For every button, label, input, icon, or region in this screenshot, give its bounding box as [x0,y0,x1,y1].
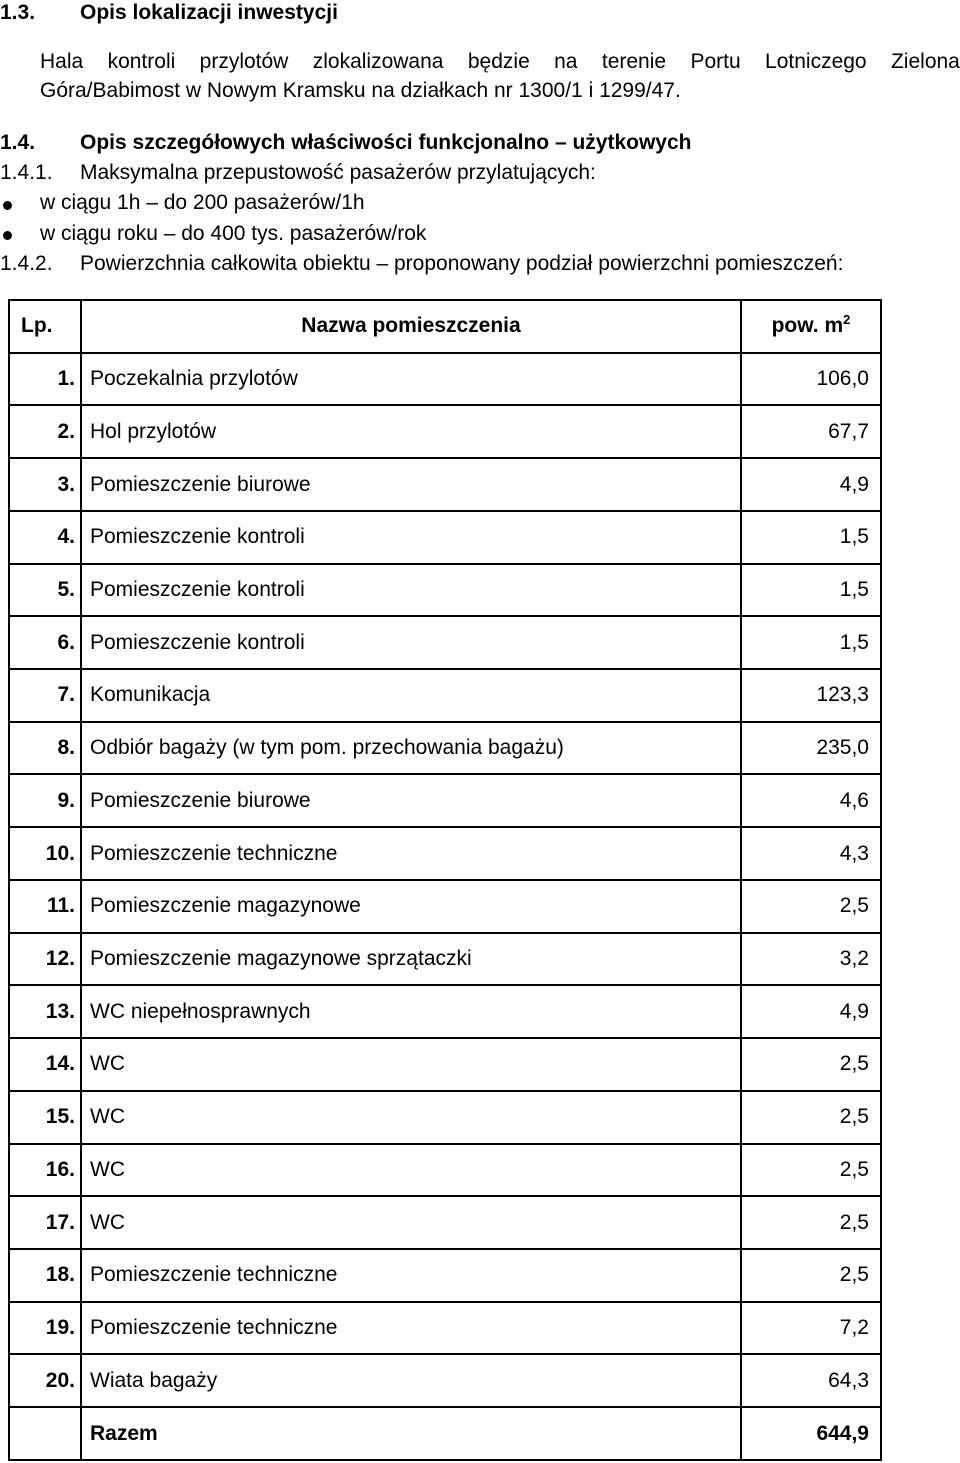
row-name: Hol przylotów [81,405,741,458]
table-row [9,1144,881,1197]
row-area: 2,5 [741,1196,881,1249]
subsection-number: 1.4.1. [0,161,53,184]
table-total-row [9,1407,881,1460]
section-1-3-heading [0,0,35,26]
paragraph-word: kontroli [107,50,176,73]
bullet-item: w ciągu roku – do 400 tys. pasażerów/rok [40,222,427,245]
table-row [9,405,881,458]
row-lp: 9. [9,774,81,827]
row-lp: 11. [9,880,81,933]
table-row [9,616,881,669]
table-row [9,458,881,511]
bullet-icon [3,201,12,210]
table-row [9,985,881,1038]
row-name: WC [81,1144,741,1197]
paragraph-line-2: Góra/Babimost w Nowym Kramsku na działkach nr 1300/1 i 1299/47. [40,79,681,102]
table-row [9,774,881,827]
paragraph-word: zlokalizowana [312,50,444,73]
table-row [9,1196,881,1249]
table-row [9,1302,881,1355]
table-row [9,722,881,775]
row-lp: 1. [9,353,81,406]
row-lp: 17. [9,1196,81,1249]
total-label: Razem [81,1407,741,1460]
row-area: 235,0 [741,722,881,775]
row-lp: 16. [9,1144,81,1197]
row-name: Pomieszczenie biurowe [81,774,741,827]
total-area: 644,9 [741,1407,881,1460]
table-row [9,933,881,986]
row-area: 106,0 [741,353,881,406]
row-name: Odbiór bagaży (w tym pom. przechowania bagażu) [81,722,741,775]
row-name: Pomieszczenie magazynowe sprzątaczki [81,933,741,986]
row-area: 64,3 [741,1354,881,1407]
paragraph-word: terenie [601,50,667,73]
table-row [9,1249,881,1302]
table-row [9,1354,881,1407]
table-row [9,1038,881,1091]
row-area: 67,7 [741,405,881,458]
paragraph-line-1 [40,49,960,75]
paragraph-word: Portu [690,50,741,73]
paragraph-word: Zielona [890,50,960,73]
row-lp: 14. [9,1038,81,1091]
row-area: 1,5 [741,511,881,564]
row-name: Wiata bagaży [81,1354,741,1407]
paragraph-word: Lotniczego [765,50,867,73]
table-row [9,353,881,406]
row-name: Pomieszczenie kontroli [81,616,741,669]
table-row [9,669,881,722]
row-lp: 13. [9,985,81,1038]
row-name: WC [81,1196,741,1249]
row-area: 3,2 [741,933,881,986]
paragraph-word: będzie [467,50,530,73]
section-number: 1.4. [0,131,36,154]
row-lp: 5. [9,564,81,617]
row-lp: 6. [9,616,81,669]
table-row [9,511,881,564]
row-name: Pomieszczenie techniczne [81,827,741,880]
row-area: 4,9 [741,458,881,511]
subsection-text: Powierzchnia całkowita obiektu – proponowany podział powierzchni pomieszczeń: [80,252,844,275]
section-number: 1.3. [0,1,36,24]
row-name: Pomieszczenie kontroli [81,511,741,564]
header-area: pow. $m^2$ [741,300,881,353]
header-lp: Lp. [9,300,81,353]
row-area: 4,6 [741,774,881,827]
row-area: 2,5 [741,1038,881,1091]
row-area: 1,5 [741,616,881,669]
row-area: 2,5 [741,1091,881,1144]
row-lp: 8. [9,722,81,775]
table-row [9,827,881,880]
row-lp: 4. [9,511,81,564]
row-name: Pomieszczenie kontroli [81,564,741,617]
row-lp: 18. [9,1249,81,1302]
section-title: Opis lokalizacji inwestycji [80,1,338,24]
row-area: 4,9 [741,985,881,1038]
section-title: Opis szczegółowych właściwości funkcjonalno – użytkowych [80,131,692,154]
paragraph-word: przylotów [199,50,289,73]
subsection-text: Maksymalna przepustowość pasażerów przylatujących: [80,161,596,184]
table-row [9,880,881,933]
total-empty-cell [9,1407,81,1460]
row-name: Poczekalnia przylotów [81,353,741,406]
row-area: 123,3 [741,669,881,722]
row-lp: 10. [9,827,81,880]
subsection-number: 1.4.2. [0,252,53,275]
row-lp: 2. [9,405,81,458]
row-name: WC [81,1038,741,1091]
bullet-item: w ciągu 1h – do 200 pasażerów/1h [40,191,365,214]
rooms-area-table [8,299,882,1461]
row-area: 7,2 [741,1302,881,1355]
row-name: Pomieszczenie biurowe [81,458,741,511]
row-area: 2,5 [741,880,881,933]
row-area: 1,5 [741,564,881,617]
row-area: 2,5 [741,1144,881,1197]
paragraph-word: na [554,50,578,73]
row-lp: 3. [9,458,81,511]
row-name: WC [81,1091,741,1144]
header-name: Nazwa pomieszczenia [81,300,741,353]
row-lp: 12. [9,933,81,986]
row-name: Pomieszczenie techniczne [81,1249,741,1302]
paragraph-word: Hala [40,50,84,73]
table-header-row [9,300,881,353]
row-area: 2,5 [741,1249,881,1302]
table-row [9,564,881,617]
row-name: WC niepełnosprawnych [81,985,741,1038]
table-row [9,1091,881,1144]
row-area: 4,3 [741,827,881,880]
bullet-icon [3,231,12,240]
row-lp: 7. [9,669,81,722]
row-name: Komunikacja [81,669,741,722]
row-lp: 20. [9,1354,81,1407]
row-lp: 15. [9,1091,81,1144]
row-name: Pomieszczenie techniczne [81,1302,741,1355]
row-name: Pomieszczenie magazynowe [81,880,741,933]
row-lp: 19. [9,1302,81,1355]
